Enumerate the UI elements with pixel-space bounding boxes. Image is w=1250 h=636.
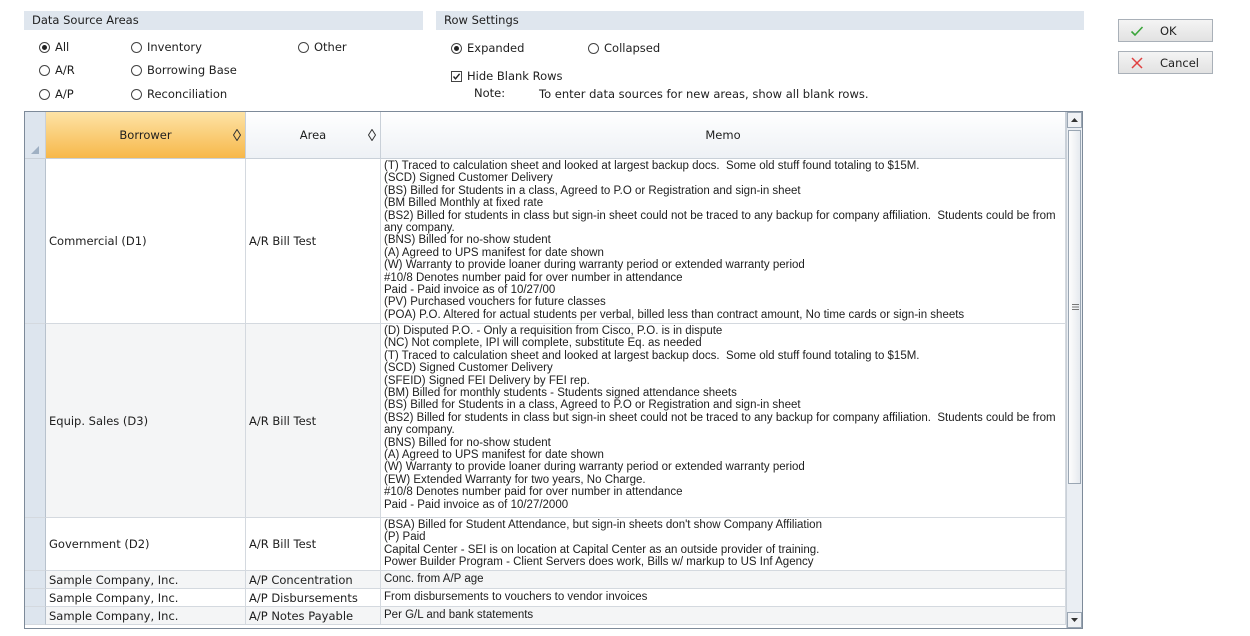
memo-line: (BNS) Billed for no-show student xyxy=(384,234,551,247)
area-cell[interactable] xyxy=(246,324,381,518)
vertical-scrollbar[interactable] xyxy=(1066,112,1082,628)
checkmark-icon xyxy=(452,72,461,81)
radio-reconciliation-label: Reconciliation xyxy=(147,87,228,101)
area-text: A/P Concentration xyxy=(249,572,353,587)
radio-borrowing-base-label: Borrowing Base xyxy=(147,63,237,77)
memo-line: (BM) Billed for monthly students - Students signed attendance sheets xyxy=(384,387,737,400)
radio-ap-label: A/P xyxy=(55,87,74,101)
memo-line: (SCD) Signed Customer Delivery xyxy=(384,172,553,185)
area-text: A/P Notes Payable xyxy=(249,608,354,623)
column-header-area-label: Area xyxy=(299,128,327,142)
radio-ar-indicator[interactable] xyxy=(39,65,50,76)
memo-line: (D) Disputed P.O. - Only a requisition from Cisco, P.O. is in dispute xyxy=(384,325,723,337)
radio-inventory[interactable] xyxy=(131,40,202,54)
radio-other-indicator[interactable] xyxy=(298,42,309,53)
chevron-down-icon xyxy=(1068,613,1081,627)
borrower-text: Sample Company, Inc. xyxy=(49,590,179,605)
cancel-button-label: Cancel xyxy=(1160,55,1199,70)
radio-reconciliation[interactable] xyxy=(131,87,227,101)
area-cell[interactable] xyxy=(246,159,381,324)
grip-icon xyxy=(1070,303,1081,311)
memo-line: (POA) P.O. Altered for actual students per verbal, billed less than contract amount, No time cards or sign-in sheets xyxy=(384,308,965,321)
memo-line: Power Builder Program - Client Servers does work, Bills w/ markup to US Inf Agency xyxy=(384,556,814,569)
memo-line: (BSA) Billed for Student Attendance, but sign-in sheets don't show Company Affiliation xyxy=(384,519,822,531)
area-text: A/P Disbursements xyxy=(249,590,358,605)
memo-line: #10/8 Denotes number paid for over number in attendance xyxy=(384,486,683,499)
grid-corner[interactable] xyxy=(25,112,46,159)
radio-ap[interactable] xyxy=(39,87,74,101)
close-icon xyxy=(1130,56,1144,70)
memo-line: #10/8 Denotes number paid for over number in attendance xyxy=(384,271,683,284)
radio-expanded[interactable] xyxy=(451,41,524,55)
memo-cell[interactable] xyxy=(381,607,1066,625)
memo-line: (BS2) Billed for students in class but sign-in sheet could not be traced to any backup for company affiliation. Students could be from any company. xyxy=(384,209,1059,235)
memo-line: (SFEID) Signed FEI Delivery by FEI rep. xyxy=(384,374,590,387)
column-header-borrower[interactable] xyxy=(46,112,246,159)
radio-borrowing-base-indicator[interactable] xyxy=(131,65,142,76)
data-source-areas-header: Data Source Areas xyxy=(24,11,423,30)
radio-borrowing-base[interactable] xyxy=(131,63,237,77)
memo-line: (BM Billed Monthly at fixed rate xyxy=(384,197,544,210)
radio-other-label: Other xyxy=(314,40,347,54)
memo-cell[interactable] xyxy=(381,571,1066,589)
radio-all-indicator[interactable] xyxy=(39,42,50,53)
memo-cell[interactable] xyxy=(381,518,1066,571)
memo-line: (W) Warranty to provide loaner during warranty period or extended warranty period xyxy=(384,461,805,474)
radio-expanded-label: Expanded xyxy=(467,41,525,55)
memo-line: Conc. from A/P age xyxy=(384,573,484,586)
borrower-cell[interactable] xyxy=(46,607,246,625)
note-label: Note: xyxy=(474,86,506,100)
column-header-borrower-label: Borrower xyxy=(119,128,172,142)
memo-line: Paid - Paid invoice as of 10/27/2000 xyxy=(384,498,569,511)
column-header-memo[interactable] xyxy=(381,112,1066,159)
row-selector[interactable] xyxy=(25,159,46,324)
area-cell[interactable] xyxy=(246,589,381,607)
borrower-text: Government (D2) xyxy=(49,537,150,551)
borrower-cell[interactable] xyxy=(46,324,246,518)
memo-line: (A) Agreed to UPS manifest for date shown xyxy=(384,246,604,259)
memo-line: (P) Paid xyxy=(384,531,426,544)
cancel-button[interactable] xyxy=(1118,51,1213,74)
row-selector[interactable] xyxy=(25,607,46,625)
memo-line: (A) Agreed to UPS manifest for date shown xyxy=(384,449,604,462)
borrower-cell[interactable] xyxy=(46,159,246,324)
radio-ar[interactable] xyxy=(39,63,75,77)
area-cell[interactable] xyxy=(246,571,381,589)
memo-line: Paid - Paid invoice as of 10/27/00 xyxy=(384,284,556,297)
row-selector[interactable] xyxy=(25,518,46,571)
table-row[interactable] xyxy=(25,159,1065,324)
radio-other[interactable] xyxy=(298,40,347,54)
memo-cell[interactable] xyxy=(381,324,1066,518)
memo-line: (NC) Not complete, IPI will complete, substitute Eq. as needed xyxy=(384,337,702,350)
memo-line: (BS) Billed for Students in a class, Agreed to P.O or Registration and sign-in sheet xyxy=(384,399,801,412)
memo-grid[interactable] xyxy=(24,111,1083,629)
table-row[interactable] xyxy=(25,518,1065,571)
radio-reconciliation-indicator[interactable] xyxy=(131,89,142,100)
radio-ap-indicator[interactable] xyxy=(39,89,50,100)
row-selector[interactable] xyxy=(25,589,46,607)
area-text: A/R Bill Test xyxy=(249,234,317,248)
area-text: A/R Bill Test xyxy=(249,537,317,551)
memo-line: (W) Warranty to provide loaner during warranty period or extended warranty period xyxy=(384,259,805,272)
memo-line: (T) Traced to calculation sheet and looked at largest backup docs. Some old stuff found totaling to $15M. xyxy=(384,160,920,172)
memo-line: (BS) Billed for Students in a class, Agreed to P.O or Registration and sign-in sheet xyxy=(384,184,801,197)
radio-all-label: All xyxy=(55,40,70,54)
radio-inventory-label: Inventory xyxy=(147,40,202,54)
checkmark-icon xyxy=(1130,24,1144,38)
memo-line: (PV) Purchased vouchers for future classes xyxy=(384,296,606,309)
radio-expanded-indicator[interactable] xyxy=(451,43,462,54)
table-row[interactable] xyxy=(25,589,1065,607)
borrower-cell[interactable] xyxy=(46,518,246,571)
area-cell[interactable] xyxy=(246,607,381,625)
table-row[interactable] xyxy=(25,607,1065,625)
sort-icon[interactable] xyxy=(368,129,376,141)
hide-blank-rows-label: Hide Blank Rows xyxy=(467,69,563,83)
borrower-text: Equip. Sales (D3) xyxy=(49,413,149,428)
borrower-cell[interactable] xyxy=(46,571,246,589)
table-row[interactable] xyxy=(25,324,1065,518)
borrower-text: Sample Company, Inc. xyxy=(49,572,179,587)
memo-line: (SCD) Signed Customer Delivery xyxy=(384,362,553,375)
memo-cell[interactable] xyxy=(381,159,1066,324)
memo-line: From disbursements to vouchers to vendor invoices xyxy=(384,591,648,604)
borrower-cell[interactable] xyxy=(46,589,246,607)
borrower-text: Sample Company, Inc. xyxy=(49,608,179,623)
radio-collapsed-label: Collapsed xyxy=(604,41,661,55)
ok-button[interactable] xyxy=(1118,19,1213,42)
borrower-text: Commercial (D1) xyxy=(49,234,147,248)
column-header-memo-label: Memo xyxy=(705,128,741,142)
area-cell[interactable] xyxy=(246,518,381,571)
scrollbar-thumb[interactable] xyxy=(1068,130,1081,484)
memo-line: Per G/L and bank statements xyxy=(384,609,534,622)
row-selector[interactable] xyxy=(25,324,46,518)
row-selector[interactable] xyxy=(25,571,46,589)
hide-blank-rows-check[interactable] xyxy=(451,71,462,82)
memo-line: (BNS) Billed for no-show student xyxy=(384,436,551,449)
memo-line: Capital Center - SEI is on location at Capital Center as an outside provider of training. xyxy=(384,543,820,556)
scroll-up-button[interactable] xyxy=(1067,112,1082,128)
table-row[interactable] xyxy=(25,571,1065,589)
hide-blank-rows-checkbox[interactable] xyxy=(451,69,563,83)
memo-line: (EW) Extended Warranty for two years, No Charge. xyxy=(384,473,646,486)
area-text: A/R Bill Test xyxy=(249,413,317,428)
radio-collapsed-indicator[interactable] xyxy=(588,43,599,54)
radio-all[interactable] xyxy=(39,40,69,54)
radio-inventory-indicator[interactable] xyxy=(131,42,142,53)
ok-button-label: OK xyxy=(1160,23,1177,38)
note-text: To enter data sources for new areas, show all blank rows. xyxy=(539,87,869,101)
memo-cell[interactable] xyxy=(381,589,1066,607)
radio-ar-label: A/R xyxy=(55,63,75,77)
memo-line: (BS2) Billed for students in class but sign-in sheet could not be traced to any backup for company affiliation. Students could be from any company. xyxy=(384,411,1059,437)
column-header-area[interactable] xyxy=(246,112,381,159)
memo-line: (T) Traced to calculation sheet and looked at largest backup docs. Some old stuff found totaling to $15M. xyxy=(384,349,920,362)
corner-triangle-icon xyxy=(31,146,39,154)
row-settings-header: Row Settings xyxy=(436,11,1084,30)
sort-icon[interactable] xyxy=(233,129,241,141)
chevron-up-icon xyxy=(1068,113,1081,127)
radio-collapsed[interactable] xyxy=(588,41,660,55)
scroll-down-button[interactable] xyxy=(1067,612,1082,628)
